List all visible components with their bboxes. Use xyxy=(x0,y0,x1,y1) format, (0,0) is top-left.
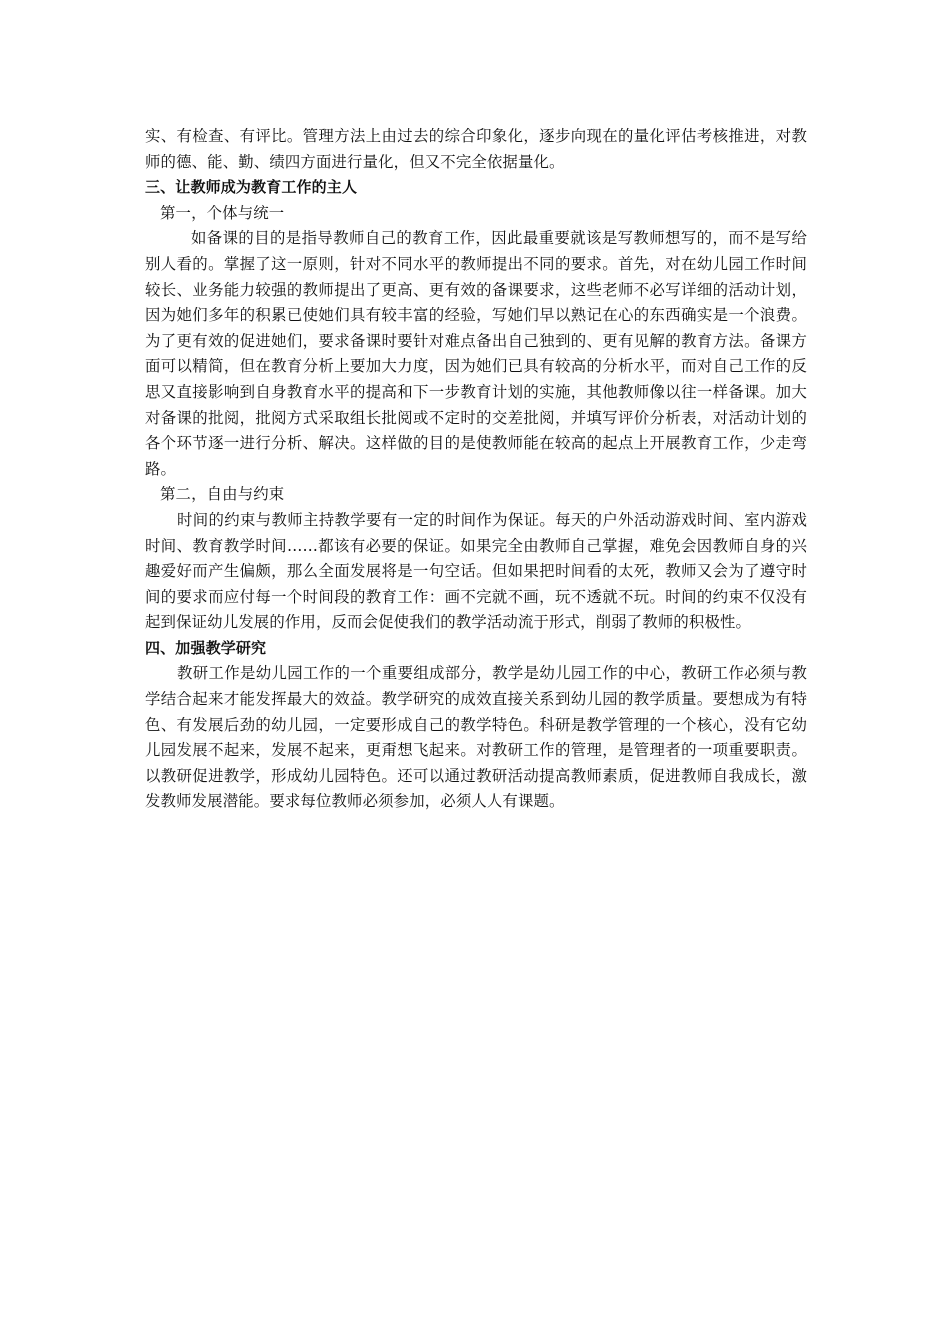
subheading-freedom-constraint: 第二，自由与约束 xyxy=(160,485,285,504)
paragraph-freedom-constraint: 时间的约束与教师主持教学要有一定的时间作为保证。每天的户外活动游戏时间、室内游戏时间、教育教学时间……都该有必要的保证。如果完全由教师自己掌握，难免会因教师自身的兴趣爱好而产生偏颇，那么全面发展将是一句空话。但如果把时间看的太死，教师又会为了遵守时间的要求而应付每一个时间段的教育工作：画不完就不画，玩不透就不玩。时间的约束不仅没有起到保证幼儿发展的作用，反而会促使我们的教学活动流于形式，削弱了教师的积极性。 xyxy=(145,510,807,632)
paragraph-individual-unity: 如备课的目的是指导教师自己的教育工作，因此最重要就该是写教师想写的，而不是写给别人看的。掌握了这一原则，针对不同水平的教师提出不同的要求。首先，对在幼儿园工作时间较长、业务能力较强的教师提出了更高、更有效的备课要求，这些老师不必写详细的活动计划，因为她们多年的积累已使她们具有较丰富的经验，写她们早以熟记在心的东西确实是一个浪费。为了更有效的促进她们，要求备课时要针对难点备出自己独到的、更有见解的教育方法。备课方面可以精简，但在教育分析上要加大力度，因为她们已具有较高的分析水平，而对自己工作的反思又直接影响到自身教育水平的提高和下一步教育计划的实施，其他教师像以往一样备课。加大对备课的批阅，批阅方式采取组长批阅或不定时的交差批阅，并填写评价分析表，对活动计划的各个环节逐一进行分析、解决。这样做的目的是使教师能在较高的起点上开展教育工作，少走弯路。 xyxy=(145,229,807,478)
paragraph-teaching-research: 教研工作是幼儿园工作的一个重要组成部分，教学是幼儿园工作的中心，教研工作必须与教学结合起来才能发挥最大的效益。教学研究的成效直接关系到幼儿园的教学质量。要想成为有特色、有发展后劲的幼儿园，一定要形成自己的教学特色。科研是教学管理的一个核心，没有它幼儿园发展不起来，发展不起来，更甭想飞起来。对教研工作的管理，是管理者的一项重要职责。以教研促进教学，形成幼儿园特色。还可以通过教研活动提高教师素质，促进教师自我成长，激发教师发展潜能。要求每位教师必须参加，必须人人有课题。 xyxy=(145,664,807,811)
subheading-individual-unity: 第一，个体与统一 xyxy=(160,203,285,222)
paragraph-continued: 实、有检查、有评比。管理方法上由过去的综合印象化，逐步向现在的量化评估考核推进，对教师的德、能、勤、绩四方面进行量化，但又不完全依据量化。 xyxy=(145,127,807,171)
section-heading-4: 四、加强教学研究 xyxy=(145,638,267,657)
section-heading-3: 三、让教师成为教育工作的主人 xyxy=(145,178,358,197)
document-body xyxy=(145,124,807,815)
